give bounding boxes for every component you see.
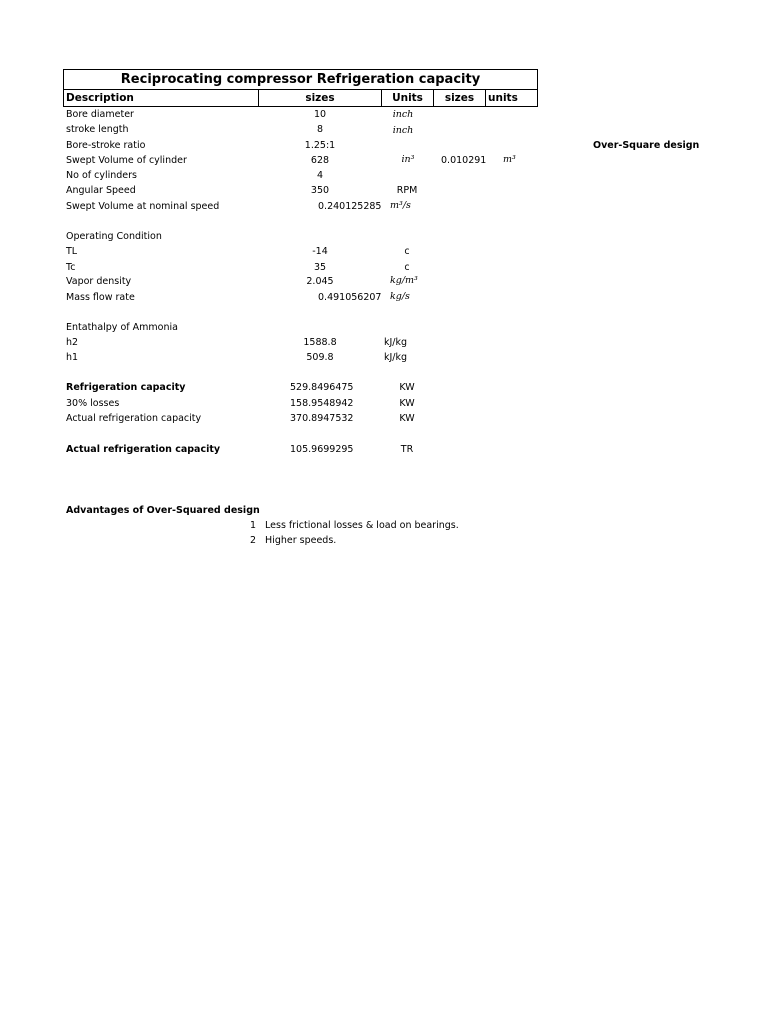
header-units: Units	[382, 90, 434, 107]
row-unit: m³/s	[390, 200, 411, 211]
advantage-text: Higher speeds.	[265, 535, 337, 546]
advantage-number: 2	[250, 535, 257, 546]
row-unit: kg/s	[390, 291, 410, 302]
row-size: 350	[310, 185, 330, 196]
row-unit: kJ/kg	[384, 337, 408, 348]
row-unit: kJ/kg	[384, 352, 408, 363]
row-unit: c	[404, 246, 410, 257]
row-unit: TR	[400, 444, 414, 455]
row-size: 0.491056207	[318, 292, 382, 303]
row-size: 0.240125285	[318, 201, 382, 212]
header-units-2: units	[486, 90, 538, 107]
row-size: 529.8496475	[290, 382, 354, 393]
header-description: Description	[63, 90, 259, 107]
row-size: 509.8	[306, 352, 334, 363]
section-heading: Operating Condition	[66, 231, 162, 242]
row-description: Bore diameter	[66, 109, 134, 120]
row-description: No of cylinders	[66, 170, 137, 181]
row-size: 105.9699295	[290, 444, 354, 455]
row-unit: c	[404, 262, 410, 273]
sheet-title: Reciprocating compressor Refrigeration capacity	[63, 69, 538, 90]
row-description: TL	[66, 246, 78, 257]
row-size: 35	[313, 262, 327, 273]
row-unit-2: m³	[503, 154, 516, 165]
advantages-title: Advantages of Over-Squared design	[66, 505, 260, 516]
row-size: 10	[313, 109, 327, 120]
row-size: 1.25:1	[304, 140, 336, 151]
row-description: Refrigeration capacity	[66, 382, 186, 393]
row-size: 158.9548942	[290, 398, 354, 409]
row-description: Actual refrigeration capacity	[66, 444, 221, 455]
advantage-text: Less frictional losses & load on bearings.	[265, 520, 459, 531]
row-description: Swept Volume of cylinder	[66, 155, 187, 166]
row-size: 8	[316, 124, 324, 135]
section-heading: Entathalpy of Ammonia	[66, 322, 178, 333]
row-unit: KW	[399, 398, 415, 409]
row-description: h1	[66, 352, 79, 363]
row-description: Mass flow rate	[66, 292, 135, 303]
row-description: Actual refrigeration capacity	[66, 413, 202, 424]
row-unit: RPM	[396, 185, 418, 196]
row-size: 4	[316, 170, 324, 181]
over-square-note: Over-Square design	[593, 140, 700, 151]
row-size: 370.8947532	[290, 413, 354, 424]
row-description: Vapor density	[66, 276, 132, 287]
row-description: 30% losses	[66, 398, 120, 409]
row-size: 2.045	[306, 276, 334, 287]
row-unit: KW	[399, 413, 415, 424]
row-description: Tc	[66, 262, 76, 273]
advantage-number: 1	[250, 520, 257, 531]
header-sizes-2: sizes	[434, 90, 486, 107]
row-description: stroke length	[66, 124, 129, 135]
row-size: -14	[312, 246, 328, 257]
row-size: 628	[310, 155, 330, 166]
row-unit: kg/m³	[390, 275, 418, 286]
row-size-2: 0.010291	[441, 155, 487, 166]
advantage-item	[250, 520, 459, 532]
row-unit: in³	[401, 154, 415, 165]
row-description: Bore-stroke ratio	[66, 140, 146, 151]
row-unit: inch	[392, 109, 414, 120]
row-description: Swept Volume at nominal speed	[66, 201, 220, 212]
row-size: 1588.8	[303, 337, 337, 348]
advantage-item	[250, 535, 336, 547]
row-description: Angular Speed	[66, 185, 136, 196]
row-unit: inch	[392, 125, 414, 136]
row-unit: KW	[399, 382, 415, 393]
header-sizes: sizes	[259, 90, 382, 107]
row-description: h2	[66, 337, 79, 348]
